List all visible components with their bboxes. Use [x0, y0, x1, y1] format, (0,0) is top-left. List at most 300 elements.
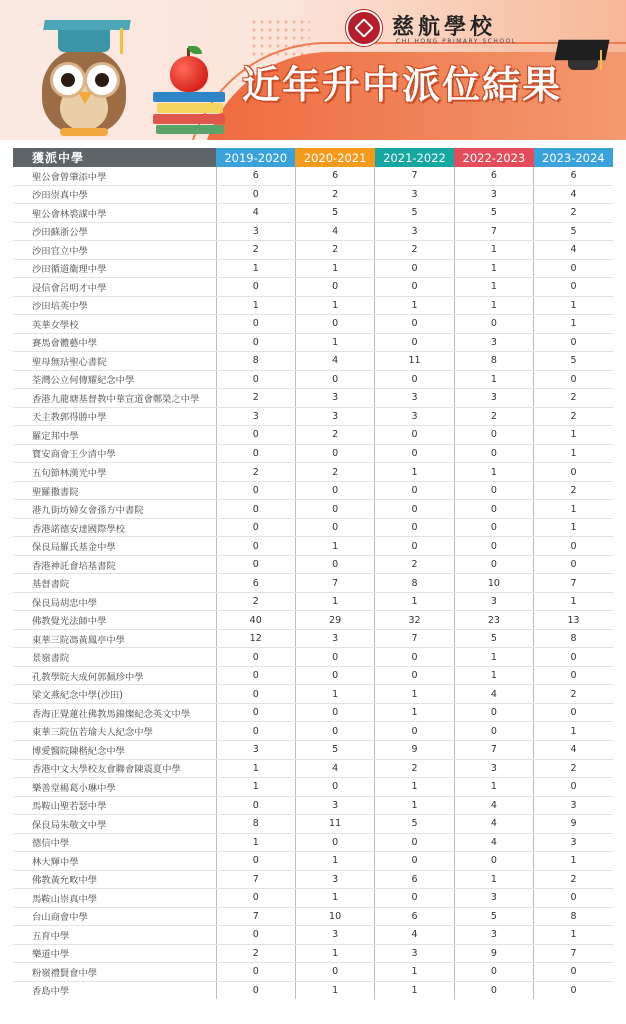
allocation-count-cell: 3 — [454, 592, 533, 611]
allocation-count-cell: 6 — [375, 870, 454, 889]
allocation-count-cell: 0 — [454, 963, 533, 982]
graduation-cap-icon — [556, 34, 612, 74]
allocation-count-cell: 4 — [454, 796, 533, 815]
allocation-count-cell: 1 — [216, 759, 295, 778]
allocation-count-cell: 0 — [216, 889, 295, 908]
table-row — [13, 703, 613, 722]
table-row — [13, 315, 613, 334]
allocation-count-cell: 0 — [216, 852, 295, 871]
apple-leaf-icon — [188, 46, 202, 54]
allocation-count-cell: 7 — [375, 167, 454, 185]
allocation-count-cell: 2 — [534, 407, 613, 426]
allocation-count-cell: 0 — [295, 444, 374, 463]
school-name-cell: 香海正覺蓮社佛教馬錦燦紀念英文中學 — [13, 703, 216, 722]
table-row — [13, 537, 613, 556]
allocation-count-cell: 2 — [295, 185, 374, 204]
school-name-cell: 五旬節林漢光中學 — [13, 463, 216, 482]
allocation-count-cell: 0 — [216, 963, 295, 982]
school-name-cell: 保良局胡忠中學 — [13, 592, 216, 611]
allocation-count-cell: 1 — [454, 778, 533, 797]
school-name-cell: 林大輝中學 — [13, 852, 216, 871]
allocation-count-cell: 0 — [375, 444, 454, 463]
allocation-count-cell: 1 — [534, 592, 613, 611]
allocation-count-cell: 0 — [534, 703, 613, 722]
school-name-cell: 羅定邦中學 — [13, 426, 216, 445]
allocation-count-cell: 0 — [295, 778, 374, 797]
school-name-cell: 德信中學 — [13, 833, 216, 852]
allocation-count-cell: 0 — [454, 426, 533, 445]
allocation-count-cell: 1 — [375, 296, 454, 315]
allocation-count-cell: 8 — [375, 574, 454, 593]
table-row — [13, 389, 613, 408]
allocation-count-cell: 2 — [534, 685, 613, 704]
allocation-count-cell: 2 — [534, 389, 613, 408]
allocation-count-cell: 5 — [454, 629, 533, 648]
allocation-count-cell: 1 — [454, 296, 533, 315]
school-name-cell: 浸信會呂明才中學 — [13, 278, 216, 297]
allocation-count-cell: 3 — [216, 407, 295, 426]
apple-icon — [170, 56, 208, 92]
table-row — [13, 666, 613, 685]
allocation-count-cell: 0 — [295, 703, 374, 722]
allocation-count-cell: 3 — [454, 926, 533, 945]
allocation-count-cell: 4 — [295, 759, 374, 778]
table-row — [13, 629, 613, 648]
column-header-year: 2023-2024 — [534, 148, 613, 167]
allocation-count-cell: 0 — [534, 889, 613, 908]
allocation-count-cell: 6 — [534, 167, 613, 185]
allocation-count-cell: 0 — [534, 963, 613, 982]
allocation-count-cell: 3 — [454, 759, 533, 778]
table-row — [13, 167, 613, 185]
school-name-cell: 馬鞍山崇真中學 — [13, 889, 216, 908]
table-row — [13, 333, 613, 352]
allocation-count-cell: 6 — [216, 574, 295, 593]
allocation-count-cell: 23 — [454, 611, 533, 630]
school-name-cell: 沙田循道衞理中學 — [13, 259, 216, 278]
allocation-count-cell: 7 — [454, 222, 533, 241]
allocation-count-cell: 10 — [454, 574, 533, 593]
allocation-count-cell: 0 — [375, 889, 454, 908]
column-header-year: 2019-2020 — [216, 148, 295, 167]
allocation-table-container — [13, 148, 613, 999]
allocation-count-cell: 1 — [534, 500, 613, 519]
allocation-count-cell: 0 — [216, 685, 295, 704]
allocation-count-cell: 3 — [375, 222, 454, 241]
allocation-count-cell: 9 — [375, 740, 454, 759]
table-row — [13, 796, 613, 815]
allocation-count-cell: 5 — [375, 204, 454, 223]
allocation-count-cell: 1 — [216, 833, 295, 852]
allocation-count-cell: 3 — [295, 870, 374, 889]
table-row — [13, 518, 613, 537]
allocation-count-cell: 0 — [216, 370, 295, 389]
allocation-count-cell: 0 — [375, 315, 454, 334]
allocation-count-cell: 0 — [375, 278, 454, 297]
allocation-count-cell: 4 — [534, 241, 613, 260]
allocation-count-cell: 0 — [534, 778, 613, 797]
allocation-count-cell: 3 — [216, 222, 295, 241]
allocation-count-cell: 3 — [454, 889, 533, 908]
allocation-count-cell: 1 — [375, 703, 454, 722]
table-row — [13, 870, 613, 889]
allocation-count-cell: 1 — [216, 778, 295, 797]
school-name-cell: 香島中學 — [32, 986, 70, 998]
table-header-row — [13, 148, 613, 167]
allocation-count-cell: 5 — [295, 204, 374, 223]
school-name-cell: 博愛醫院陳楷紀念中學 — [13, 740, 216, 759]
allocation-count-cell: 3 — [295, 629, 374, 648]
allocation-count-cell: 0 — [454, 555, 533, 574]
allocation-count-cell: 4 — [375, 926, 454, 945]
allocation-count-cell: 7 — [534, 574, 613, 593]
allocation-count-cell: 1 — [534, 315, 613, 334]
school-name-cell: 寶安商會王少清中學 — [13, 444, 216, 463]
allocation-count-cell: 1 — [295, 333, 374, 352]
allocation-count-cell: 0 — [375, 833, 454, 852]
table-row — [13, 592, 613, 611]
table-row — [13, 407, 613, 426]
allocation-count-cell: 0 — [216, 703, 295, 722]
allocation-count-cell: 2 — [216, 389, 295, 408]
school-name-cell: 香港中文大學校友會聯會陳震夏中學 — [13, 759, 216, 778]
school-name-cell: 基督書院 — [13, 574, 216, 593]
allocation-count-cell: 1 — [454, 370, 533, 389]
table-row — [13, 463, 613, 482]
allocation-count-cell: 1 — [534, 296, 613, 315]
allocation-count-cell: 0 — [534, 333, 613, 352]
allocation-count-cell: 3 — [295, 389, 374, 408]
school-name-cell: 港九街坊婦女會孫方中書院 — [13, 500, 216, 519]
allocation-count-cell: 3 — [454, 389, 533, 408]
table-row — [13, 611, 613, 630]
allocation-count-cell: 2 — [216, 592, 295, 611]
allocation-count-cell: 0 — [216, 981, 295, 999]
allocation-count-cell: 0 — [216, 426, 295, 445]
allocation-count-cell: 10 — [295, 907, 374, 926]
allocation-count-cell: 5 — [375, 815, 454, 834]
allocation-count-cell: 40 — [216, 611, 295, 630]
table-body — [13, 167, 613, 999]
allocation-count-cell: 1 — [216, 296, 295, 315]
allocation-count-cell: 0 — [375, 481, 454, 500]
allocation-count-cell: 3 — [216, 740, 295, 759]
table-row — [13, 685, 613, 704]
allocation-count-cell: 0 — [216, 500, 295, 519]
allocation-count-cell: 0 — [534, 537, 613, 556]
table-row — [13, 833, 613, 852]
column-header-year: 2022-2023 — [454, 148, 533, 167]
table-row — [13, 759, 613, 778]
allocation-count-cell: 5 — [295, 740, 374, 759]
allocation-count-cell: 2 — [295, 426, 374, 445]
allocation-count-cell: 0 — [534, 463, 613, 482]
table-row — [13, 352, 613, 371]
allocation-count-cell: 0 — [295, 648, 374, 667]
school-name-cell: 五育中學 — [13, 926, 216, 945]
school-name-cell: 沙田官立中學 — [13, 241, 216, 260]
school-name-cell: 沙田培英中學 — [13, 296, 216, 315]
allocation-count-cell: 4 — [454, 815, 533, 834]
allocation-count-cell: 3 — [375, 944, 454, 963]
allocation-count-cell: 0 — [454, 315, 533, 334]
allocation-count-cell: 11 — [375, 352, 454, 371]
school-name-cell: 佛教覺光法師中學 — [13, 611, 216, 630]
table-row — [13, 778, 613, 797]
allocation-count-cell: 1 — [454, 648, 533, 667]
allocation-count-cell: 1 — [295, 685, 374, 704]
allocation-count-cell: 0 — [375, 666, 454, 685]
allocation-count-cell: 0 — [216, 537, 295, 556]
allocation-count-cell: 1 — [375, 463, 454, 482]
table-row — [13, 926, 613, 945]
allocation-count-cell: 1 — [534, 518, 613, 537]
allocation-count-cell: 0 — [295, 666, 374, 685]
allocation-count-cell: 0 — [454, 537, 533, 556]
allocation-count-cell: 8 — [216, 815, 295, 834]
school-name-cell: 東華三院伍若瑜夫人紀念中學 — [13, 722, 216, 741]
school-name-cell: 聖羅撒書院 — [13, 481, 216, 500]
allocation-count-cell: 2 — [534, 204, 613, 223]
allocation-count-cell: 9 — [534, 815, 613, 834]
allocation-count-cell: 32 — [375, 611, 454, 630]
table-row — [13, 500, 613, 519]
allocation-table — [13, 148, 613, 999]
allocation-count-cell: 0 — [375, 500, 454, 519]
table-row — [13, 889, 613, 908]
allocation-count-cell: 3 — [295, 796, 374, 815]
table-row — [13, 259, 613, 278]
allocation-count-cell: 29 — [295, 611, 374, 630]
allocation-count-cell: 7 — [534, 944, 613, 963]
table-row — [13, 981, 613, 999]
table-row — [13, 444, 613, 463]
school-name-cell: 英華女學校 — [13, 315, 216, 334]
allocation-count-cell: 0 — [534, 278, 613, 297]
table-row — [13, 222, 613, 241]
allocation-count-cell: 0 — [295, 278, 374, 297]
allocation-count-cell: 4 — [534, 740, 613, 759]
allocation-count-cell: 1 — [375, 981, 454, 999]
allocation-count-cell: 1 — [454, 241, 533, 260]
school-name-cell: 香港九龍塘基督教中華宣道會鄭榮之中學 — [13, 389, 216, 408]
allocation-count-cell: 0 — [295, 370, 374, 389]
allocation-count-cell: 0 — [295, 481, 374, 500]
school-name-cell: 沙田崇真中學 — [13, 185, 216, 204]
allocation-count-cell: 2 — [295, 241, 374, 260]
allocation-count-cell: 1 — [454, 463, 533, 482]
allocation-count-cell: 0 — [295, 722, 374, 741]
table-row — [13, 815, 613, 834]
allocation-count-cell: 5 — [534, 222, 613, 241]
allocation-count-cell: 7 — [454, 740, 533, 759]
allocation-count-cell: 6 — [216, 167, 295, 185]
allocation-count-cell: 1 — [375, 778, 454, 797]
allocation-count-cell: 1 — [216, 259, 295, 278]
allocation-count-cell: 4 — [454, 685, 533, 704]
table-row — [13, 204, 613, 223]
allocation-count-cell: 1 — [295, 592, 374, 611]
table-row — [13, 481, 613, 500]
allocation-count-cell: 0 — [216, 648, 295, 667]
allocation-count-cell: 7 — [216, 907, 295, 926]
allocation-count-cell: 5 — [454, 204, 533, 223]
allocation-count-cell: 2 — [375, 241, 454, 260]
allocation-count-cell: 2 — [534, 481, 613, 500]
school-name-cell: 保良局羅氏基金中學 — [13, 537, 216, 556]
school-name-english: CHI HONG PRIMARY SCHOOL — [396, 38, 517, 45]
school-name-cell: 荃灣公立何傳耀紀念中學 — [13, 370, 216, 389]
allocation-count-cell: 0 — [216, 481, 295, 500]
allocation-count-cell: 1 — [295, 889, 374, 908]
table-row — [13, 574, 613, 593]
allocation-count-cell: 0 — [295, 518, 374, 537]
owl-mascot-icon — [30, 18, 138, 136]
allocation-count-cell: 1 — [375, 592, 454, 611]
allocation-count-cell: 0 — [454, 852, 533, 871]
school-name: 慈航學校 — [392, 14, 497, 40]
allocation-count-cell: 0 — [454, 981, 533, 999]
allocation-count-cell: 3 — [534, 796, 613, 815]
allocation-count-cell: 3 — [534, 833, 613, 852]
allocation-count-cell: 2 — [375, 555, 454, 574]
table-row — [13, 963, 613, 982]
allocation-count-cell: 8 — [534, 629, 613, 648]
allocation-count-cell: 6 — [375, 907, 454, 926]
allocation-count-cell: 0 — [295, 500, 374, 519]
table-row — [13, 944, 613, 963]
table-row — [13, 648, 613, 667]
allocation-count-cell: 1 — [375, 796, 454, 815]
allocation-count-cell: 0 — [216, 796, 295, 815]
allocation-count-cell: 7 — [216, 870, 295, 889]
allocation-count-cell: 12 — [216, 629, 295, 648]
table-row — [13, 555, 613, 574]
allocation-count-cell: 1 — [534, 926, 613, 945]
allocation-count-cell: 1 — [534, 722, 613, 741]
allocation-count-cell: 2 — [534, 870, 613, 889]
table-row — [13, 278, 613, 297]
allocation-count-cell: 0 — [454, 518, 533, 537]
allocation-count-cell: 0 — [454, 481, 533, 500]
allocation-count-cell: 0 — [534, 259, 613, 278]
allocation-count-cell: 0 — [216, 315, 295, 334]
table-row — [13, 852, 613, 871]
school-logo-icon — [346, 10, 382, 46]
allocation-count-cell: 0 — [375, 333, 454, 352]
allocation-count-cell: 0 — [295, 315, 374, 334]
allocation-count-cell: 5 — [454, 907, 533, 926]
allocation-count-cell: 0 — [295, 963, 374, 982]
allocation-count-cell: 11 — [295, 815, 374, 834]
allocation-count-cell: 0 — [216, 926, 295, 945]
allocation-count-cell: 1 — [295, 259, 374, 278]
allocation-count-cell: 5 — [534, 352, 613, 371]
allocation-count-cell: 2 — [295, 463, 374, 482]
allocation-count-cell: 0 — [375, 426, 454, 445]
allocation-count-cell: 4 — [295, 222, 374, 241]
allocation-count-cell: 0 — [534, 648, 613, 667]
allocation-count-cell: 0 — [534, 555, 613, 574]
allocation-count-cell: 0 — [295, 555, 374, 574]
school-name-cell: 保良局朱敬文中學 — [13, 815, 216, 834]
table-row — [13, 722, 613, 741]
school-name-cell: 樂道中學 — [13, 944, 216, 963]
allocation-count-cell: 1 — [454, 870, 533, 889]
allocation-count-cell: 2 — [216, 463, 295, 482]
allocation-count-cell: 1 — [295, 944, 374, 963]
school-name-cell: 聖母無玷聖心書院 — [13, 352, 216, 371]
allocation-count-cell: 8 — [216, 352, 295, 371]
table-row — [13, 241, 613, 260]
allocation-count-cell: 0 — [534, 666, 613, 685]
school-name-cell: 樂善堂楊葛小琳中學 — [13, 778, 216, 797]
allocation-count-cell: 0 — [534, 370, 613, 389]
school-name-cell: 粉嶺禮賢會中學 — [13, 963, 216, 982]
allocation-count-cell: 0 — [454, 722, 533, 741]
allocation-count-cell: 0 — [375, 722, 454, 741]
school-name-cell: 馬鞍山聖若瑟中學 — [13, 796, 216, 815]
allocation-count-cell: 0 — [216, 722, 295, 741]
column-header-year: 2020-2021 — [295, 148, 374, 167]
allocation-count-cell: 0 — [375, 537, 454, 556]
school-name-cell: 香港神託會培基書院 — [13, 555, 216, 574]
allocation-count-cell: 0 — [375, 648, 454, 667]
allocation-count-cell: 0 — [375, 259, 454, 278]
school-name-cell: 梁文燕紀念中學(沙田) — [13, 685, 216, 704]
school-name-cell: 聖公會曾肇添中學 — [13, 167, 216, 185]
allocation-count-cell: 0 — [375, 518, 454, 537]
allocation-count-cell: 4 — [534, 185, 613, 204]
allocation-count-cell: 0 — [454, 500, 533, 519]
allocation-count-cell: 1 — [295, 981, 374, 999]
allocation-count-cell: 1 — [454, 666, 533, 685]
allocation-count-cell: 1 — [534, 852, 613, 871]
table-row — [13, 426, 613, 445]
allocation-count-cell: 0 — [216, 278, 295, 297]
allocation-count-cell: 0 — [295, 833, 374, 852]
allocation-count-cell: 13 — [534, 611, 613, 630]
allocation-count-cell: 3 — [375, 407, 454, 426]
allocation-count-cell: 0 — [454, 703, 533, 722]
allocation-count-cell: 3 — [295, 926, 374, 945]
allocation-count-cell: 4 — [216, 204, 295, 223]
allocation-count-cell: 0 — [454, 444, 533, 463]
allocation-count-cell: 1 — [295, 852, 374, 871]
allocation-count-cell: 8 — [534, 907, 613, 926]
allocation-count-cell: 3 — [375, 185, 454, 204]
header-banner — [0, 0, 626, 140]
column-header-year: 2021-2022 — [375, 148, 454, 167]
allocation-count-cell: 7 — [375, 629, 454, 648]
school-name-cell: 香港諾德安達國際學校 — [13, 518, 216, 537]
books-icon — [153, 92, 225, 134]
allocation-count-cell: 4 — [295, 352, 374, 371]
allocation-count-cell: 6 — [295, 167, 374, 185]
allocation-count-cell: 1 — [454, 259, 533, 278]
allocation-count-cell: 0 — [375, 370, 454, 389]
page-title: 近年升中派位結果 — [242, 63, 563, 107]
table-row — [13, 185, 613, 204]
allocation-count-cell: 1 — [375, 963, 454, 982]
school-name-cell: 景嶺書院 — [13, 648, 216, 667]
allocation-count-cell: 7 — [295, 574, 374, 593]
allocation-count-cell: 1 — [375, 685, 454, 704]
allocation-count-cell: 0 — [216, 444, 295, 463]
school-name-cell: 聖公會林裘謀中學 — [13, 204, 216, 223]
allocation-count-cell: 4 — [454, 833, 533, 852]
allocation-count-cell: 0 — [216, 185, 295, 204]
